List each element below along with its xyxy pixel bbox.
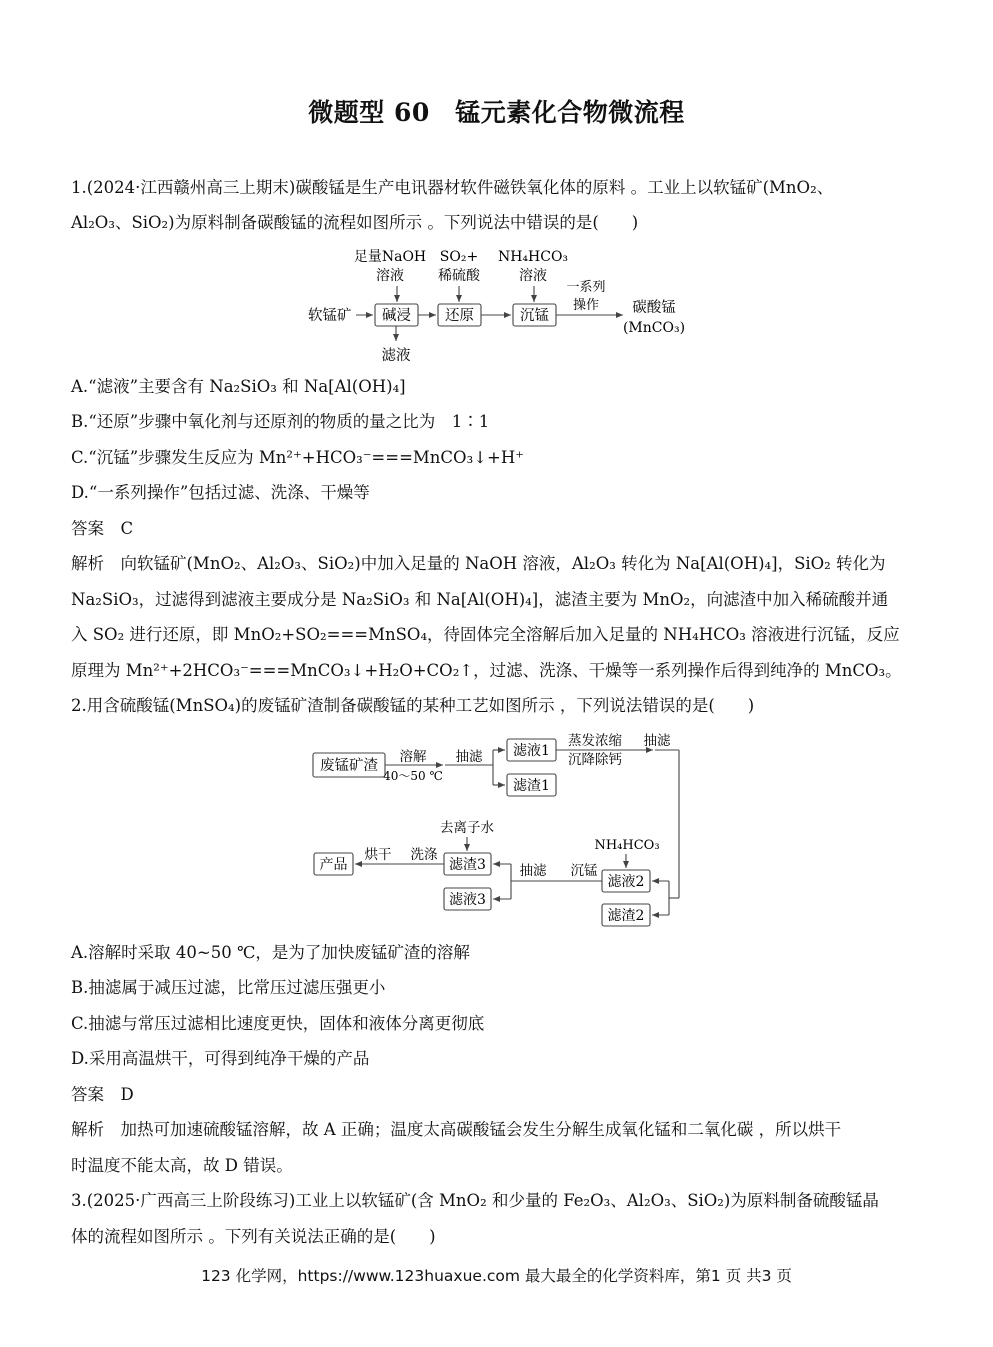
q1-reagent3-line2: 溶液 (519, 268, 547, 284)
q1-input-label: 软锰矿 (308, 308, 352, 324)
q1-analysis-line2: Na₂SiO₃，过滤得到滤液主要成分是 Na₂SiO₃ 和 Na[Al(OH)₄]，滤渣主要为 MnO₂，向滤渣中加入稀硫酸并通 (71, 590, 889, 609)
q2-residue2-label: 滤渣2 (607, 908, 645, 924)
q1-reagent1-line2: 溶液 (376, 268, 404, 284)
q2-option-b: B.抽滤属于减压过滤，比常压过滤压强更小 (71, 978, 386, 997)
q1-reagent2-line1: SO₂+ (439, 249, 479, 265)
q1-op-line2: 操作 (572, 298, 600, 313)
q2-product-label: 产品 (319, 857, 348, 873)
q2-dry-label: 烘干 (364, 847, 392, 863)
q1-stem-line1: 1.(2024·江西赣州高三上期末)碳酸锰是生产电讯器材软件磁铁氧化体的原料 。工业上以软锰矿(MnO₂、 (71, 178, 834, 197)
q2-evap-label: 蒸发浓缩 (568, 733, 622, 749)
q2-filtrate2-label: 滤液2 (607, 874, 645, 890)
q1-analysis-line1: 解析 向软锰矿(MnO₂、Al₂O₃、SiO₂)中加入足量的 NaOH 溶液，Al₂O₃ 转化为 Na[Al(OH)₄]，SiO₂ 转化为 (71, 554, 886, 573)
page-footer: 123 化学网，https://www.123huaxue.com 最大最全的化学资料库，第1 页 共3 页 (201, 1267, 792, 1285)
q2-answer: 答案 D (71, 1085, 134, 1104)
q2-precip-label: 沉锰 (570, 863, 598, 879)
q2-flow-diagram (305, 728, 695, 928)
q1-product-line1: 碳酸锰 (632, 300, 676, 316)
q1-reagent2-line2: 稀硫酸 (438, 268, 480, 284)
q2-suction2-label: 抽滤 (643, 733, 671, 749)
q2-dissolve-label: 溶解 (399, 749, 427, 765)
q2-option-a: A.溶解时采取 40~50 ℃，是为了加快废锰矿渣的溶解 (71, 943, 470, 962)
q1-option-c: C.“沉锰”步骤发生反应为 Mn²⁺+HCO₃⁻===MnCO₃↓+H⁺ (71, 448, 524, 467)
q2-analysis-line1: 解析 加热可加速硫酸锰溶解，故 A 正确；温度太高碳酸锰会发生分解生成氧化锰和二氧化碳 ，所以烘干 (71, 1120, 842, 1139)
q1-reagent1-line1: 足量NaOH (353, 249, 427, 265)
q1-option-a: A.“滤液”主要含有 Na₂SiO₃ 和 Na[Al(OH)₄] (71, 377, 406, 396)
q1-waste-label: 滤液 (381, 348, 411, 364)
q1-step3-label: 沉锰 (520, 308, 549, 324)
q2-filtrate3-label: 滤液3 (449, 892, 486, 908)
q1-analysis-line4: 原理为 Mn²⁺+2HCO₃⁻===MnCO₃↓+H₂O+CO₂↑，过滤、洗涤、干燥等一系列操作后得到纯净的 MnCO₃。 (71, 661, 902, 680)
q1-step1-label: 碱浸 (382, 308, 411, 324)
q3-stem-line1: 3.(2025·广西高三上阶段练习)工业上以软锰矿(含 MnO₂ 和少量的 Fe₂O₃、Al₂O₃、SiO₂)为原料制备硫酸锰晶 (71, 1191, 879, 1210)
q1-flow-diagram (300, 244, 700, 368)
q1-reagent3-line1: NH₄HCO₃ (497, 249, 569, 265)
q1-analysis-line3: 入 SO₂ 进行还原，即 MnO₂+SO₂===MnSO₄，待固体完全溶解后加入足量的 NH₄HCO₃ 溶液进行沉锰，反应 (71, 625, 900, 644)
q2-residue3-label: 滤渣3 (449, 857, 486, 873)
q1-stem-line2: Al₂O₃、SiO₂)为原料制备碳酸锰的流程如图所示 。下列说法中错误的是( ) (71, 213, 639, 232)
q2-temp-label: 40～50 ℃ (383, 769, 443, 783)
q2-option-c: C.抽滤与常压过滤相比速度更快，固体和液体分离更彻底 (71, 1014, 485, 1033)
q2-wash-label: 洗涤 (410, 847, 438, 863)
page-title: 微题型 60 锰元素化合物微流程 (308, 98, 685, 127)
q1-option-d: D.“一系列操作”包括过滤、洗涤、干燥等 (71, 483, 370, 502)
q2-water-label: 去离子水 (440, 820, 494, 836)
q2-option-d: D.采用高温烘干，可得到纯净干燥的产品 (71, 1049, 370, 1068)
q2-remove-ca-label: 沉降除钙 (568, 752, 622, 768)
q2-analysis-line2: 时温度不能太高，故 D 错误。 (71, 1156, 293, 1175)
q2-filtrate1-label: 滤液1 (513, 743, 550, 759)
q1-step2-label: 还原 (445, 308, 474, 324)
q2-suction3-label: 抽滤 (519, 863, 547, 879)
q1-op-line1: 一系列 (566, 280, 606, 295)
q1-answer: 答案 C (71, 519, 134, 538)
q1-product-line2: (MnCO₃) (622, 320, 686, 336)
q2-start-label: 废锰矿渣 (320, 758, 378, 774)
q3-stem-line2: 体的流程如图所示 。下列有关说法正确的是( ) (71, 1227, 436, 1246)
q2-stem: 2.用含硫酸锰(MnSO₄)的废锰矿渣制备碳酸锰的某种工艺如图所示 ，下列说法错误的是( ) (71, 696, 755, 715)
q2-residue1-label: 滤渣1 (513, 778, 550, 794)
q2-suction1-label: 抽滤 (455, 749, 483, 765)
q1-option-b: B.“还原”步骤中氧化剂与还原剂的物质的量之比为 1∶1 (71, 412, 490, 431)
q2-nh4hco3-label: NH₄HCO₃ (594, 838, 660, 853)
